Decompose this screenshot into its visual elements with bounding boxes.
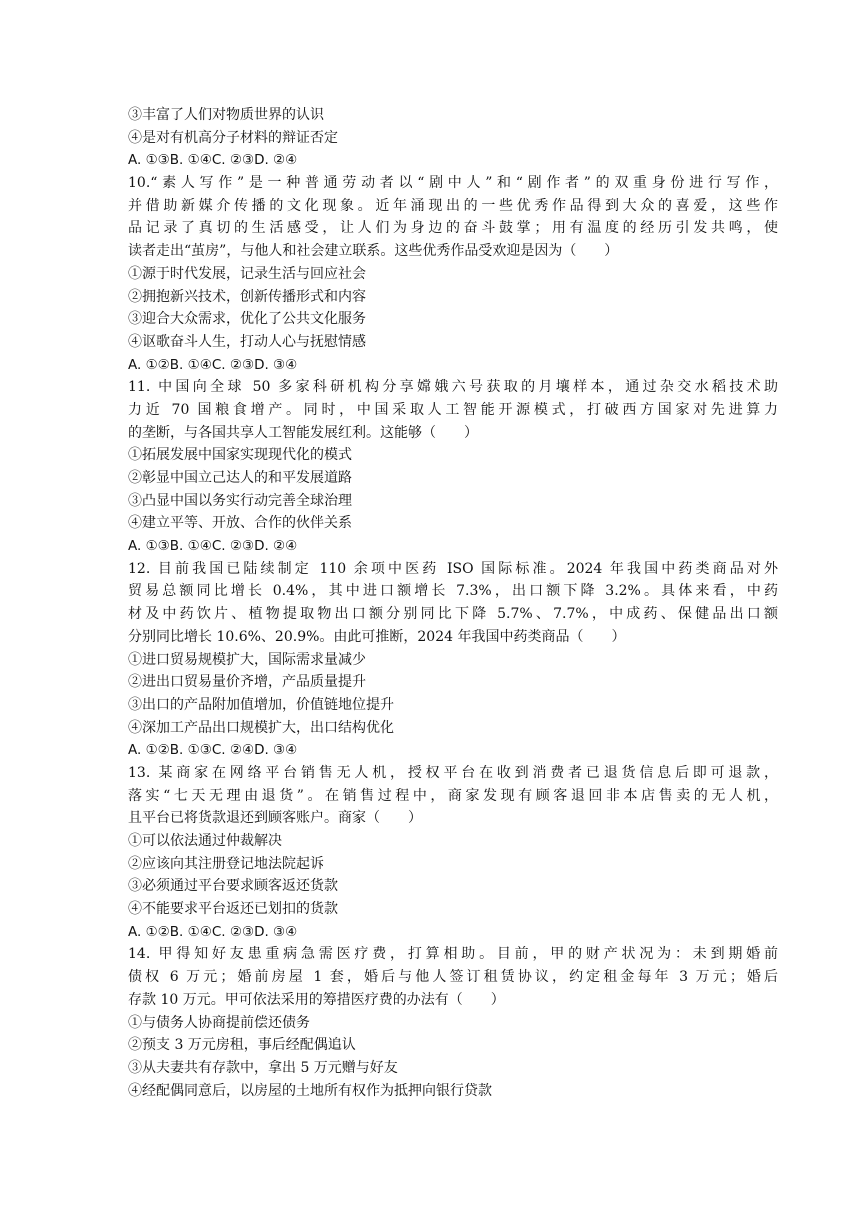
- option-line: ①进口贸易规模扩大，国际需求量减少: [128, 651, 366, 668]
- question-stem-line: 力近 70 国粮食增产。同时，中国采取人工智能开源模式，打破西方国家对先进算力: [128, 401, 778, 418]
- question-stem-line: 品记录了真切的生活感受，让人们为身边的奋斗鼓掌；用有温度的经历引发共鸣，使: [128, 220, 778, 237]
- question-stem-line: 存款 10 万元。甲可依法采用的筹措医疗费的办法有（ ）: [128, 991, 505, 1008]
- question-stem-line: 且平台已将货款退还到顾客账户。商家（ ）: [128, 810, 422, 827]
- question-stem-line: 读者走出“茧房”，与他人和社会建立联系。这些优秀作品受欢迎是因为（ ）: [128, 243, 619, 260]
- question-stem-line: 并借助新媒介传播的文化现象。近年涌现出的一些优秀作品得到大众的喜爱，这些作: [128, 197, 778, 214]
- answer-choice-c: C. ②③: [211, 538, 255, 555]
- answer-choice-d: D. ②④: [254, 152, 298, 169]
- answer-choice-a: A. ①②: [128, 356, 170, 373]
- question-stem-line: 13. 某商家在网络平台销售无人机，授权平台在收到消费者已退货信息后即可退款，: [128, 764, 778, 781]
- option-line: ④经配偶同意后，以房屋的土地所有权作为抵押向银行贷款: [128, 1082, 492, 1099]
- answer-choice-c: C. ②③: [211, 923, 255, 940]
- answer-choice-d: D. ③④: [254, 356, 298, 373]
- answer-choice-a: A. ①③: [128, 152, 170, 169]
- question-stem-line: 材及中药饮片、植物提取物出口额分别同比下降 5.7%、7.7%，中成药、保健品出口额: [128, 606, 778, 623]
- option-line: ②应该向其注册登记地法院起诉: [128, 855, 324, 872]
- option-line: ③出口的产品附加值增加，价值链地位提升: [128, 696, 394, 713]
- option-line: ①与债务人协商提前偿还债务: [128, 1014, 310, 1031]
- option-line: ②拥抱新兴技术，创新传播形式和内容: [128, 288, 366, 305]
- question-stem-line: 11. 中国向全球 50 多家科研机构分享嫦娥六号获取的月壤样本，通过杂交水稻技术助: [128, 379, 778, 396]
- option-line: ④讴歌奋斗人生，打动人心与抚慰情感: [128, 333, 366, 350]
- answer-choice-b: B. ①④: [169, 538, 212, 555]
- option-line: ③凸显中国以务实行动完善全球治理: [128, 492, 352, 509]
- answer-choice-c: C. ②③: [211, 152, 255, 169]
- option-line: ④不能要求平台返还已划扣的货款: [128, 901, 338, 918]
- answer-choices: [128, 149, 778, 172]
- answer-choice-d: D. ③④: [254, 923, 298, 940]
- answer-choice-b: B. ①③: [169, 742, 212, 759]
- question-stem-line: 落实“七天无理由退货”。在销售过程中，商家发现有顾客退回非本店售卖的无人机，: [128, 787, 778, 804]
- question-stem-line: 债权 6 万元；婚前房屋 1 套，婚后与他人签订租赁协议，约定租金每年 3 万元；婚后: [128, 969, 778, 986]
- question-stem-line: 14. 甲得知好友患重病急需医疗费，打算相助。目前，甲的财产状况为：未到期婚前: [128, 946, 778, 963]
- answer-choice-d: D. ③④: [254, 742, 298, 759]
- option-line: ④是对有机高分子材料的辩证否定: [128, 129, 338, 146]
- option-line: ①源于时代发展，记录生活与回应社会: [128, 265, 366, 282]
- answer-choices: [128, 739, 778, 762]
- question-content: [128, 104, 778, 1102]
- option-line: ①拓展发展中国家实现现代化的模式: [128, 447, 352, 464]
- option-line: ②预支 3 万元房租，事后经配偶追认: [128, 1037, 356, 1054]
- question-stem-line: 10.“素人写作”是一种普通劳动者以“剧中人”和“剧作者”的双重身份进行写作，: [128, 175, 778, 192]
- question-stem-line: 的垄断，与各国共享人工智能发展红利。这能够（ ）: [128, 424, 478, 441]
- answer-choice-a: A. ①③: [128, 538, 170, 555]
- option-line: ③迎合大众需求，优化了公共文化服务: [128, 311, 366, 328]
- question-stem-line: 分别同比增长 10.6%、20.9%。由此可推断，2024 年我国中药类商品（ ）: [128, 628, 626, 645]
- option-line: ③从夫妻共有存款中，拿出 5 万元赠与好友: [128, 1059, 398, 1076]
- option-line: ④建立平等、开放、合作的伙伴关系: [128, 515, 352, 532]
- option-line: ③丰富了人们对物质世界的认识: [128, 107, 324, 123]
- option-line: ②进出口贸易量价齐增，产品质量提升: [128, 674, 366, 691]
- option-line: ④深加工产品出口规模扩大，出口结构优化: [128, 719, 394, 736]
- option-line: ①可以依法通过仲裁解决: [128, 833, 282, 849]
- answer-choice-b: B. ①④: [169, 923, 212, 940]
- answer-choice-c: C. ②③: [211, 356, 255, 373]
- answer-choice-a: A. ①②: [128, 742, 170, 759]
- question-stem-line: 贸易总额同比增长 0.4%，其中进口额增长 7.3%，出口额下降 3.2%。具体来看，中药: [128, 583, 778, 600]
- answer-choice-b: B. ①④: [169, 356, 212, 373]
- answer-choice-c: C. ②④: [211, 742, 255, 759]
- option-line: ③必须通过平台要求顾客返还货款: [128, 878, 338, 895]
- answer-choice-b: B. ①④: [169, 152, 212, 169]
- answer-choice-d: D. ②④: [254, 538, 298, 555]
- question-stem-line: 12. 目前我国已陆续制定 110 余项中医药 ISO 国际标准。2024 年我国中药类商品对外: [128, 560, 778, 577]
- option-line: ②彰显中国立己达人的和平发展道路: [128, 470, 352, 486]
- answer-choices: [128, 354, 778, 377]
- answer-choices: [128, 921, 778, 944]
- answer-choice-a: A. ①②: [128, 923, 170, 940]
- answer-choices: [128, 535, 778, 558]
